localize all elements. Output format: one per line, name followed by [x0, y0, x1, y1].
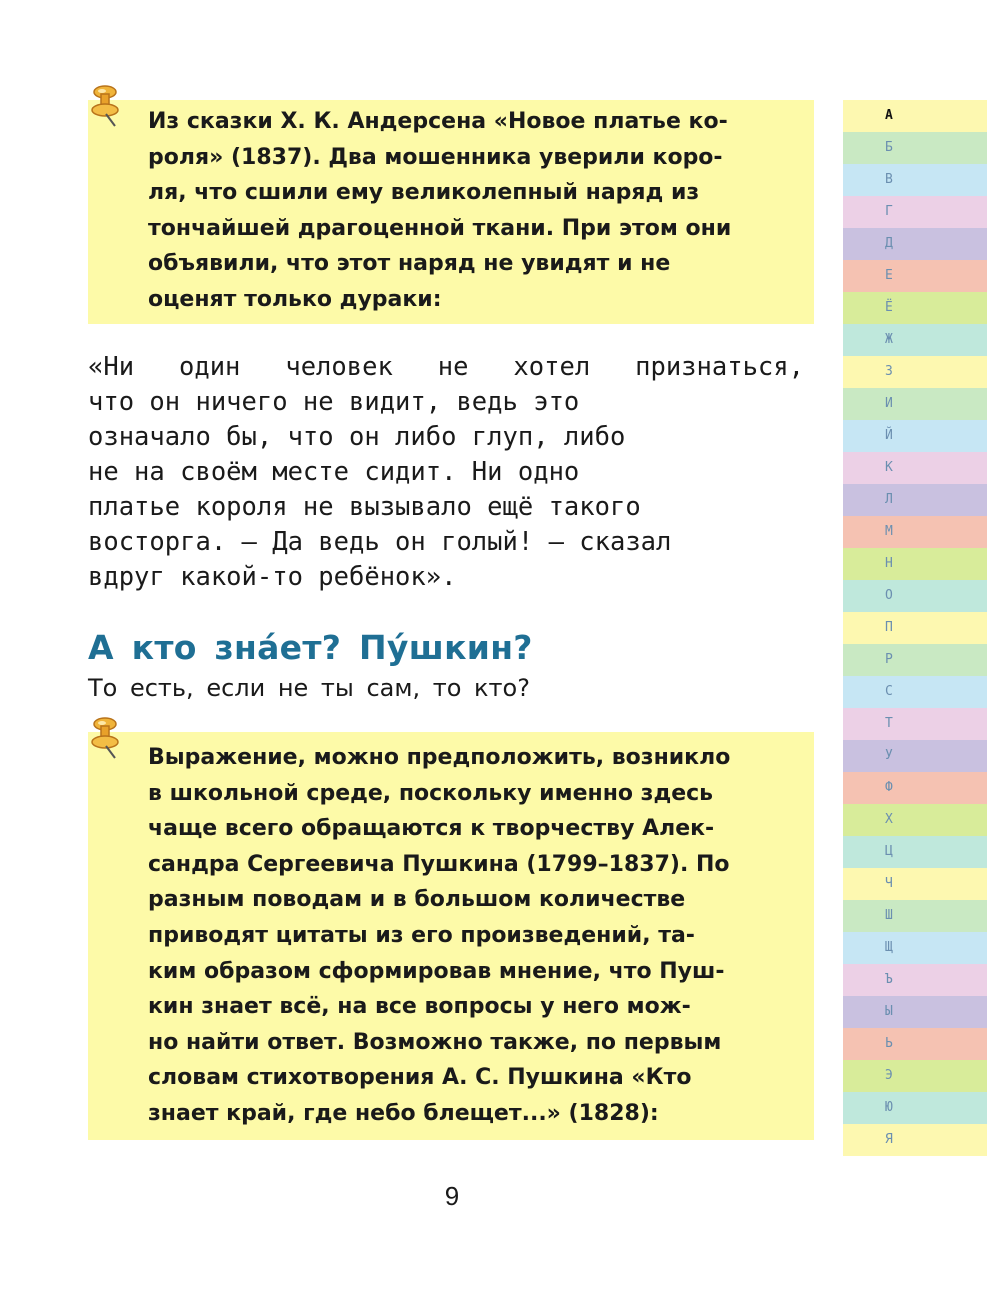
quote-line: восторга. — Да ведь он голый! — сказал	[88, 527, 672, 557]
alphabet-tab-18[interactable]: Р	[843, 644, 987, 676]
alphabet-tab-4[interactable]: Г	[843, 196, 987, 228]
note-line: в школьной среде, поскольку именно здесь	[148, 780, 714, 806]
alphabet-tab-9[interactable]: З	[843, 356, 987, 388]
alphabet-tab-3[interactable]: В	[843, 164, 987, 196]
section-subheading: То есть, если не ты сам, то кто?	[88, 674, 530, 702]
note-line: кин знает всё, на все вопросы у него мож-	[148, 994, 691, 1020]
alphabet-tab-21[interactable]: У	[843, 740, 987, 772]
alphabet-tab-28[interactable]: Ъ	[843, 964, 987, 996]
page-number: 9	[444, 1181, 460, 1211]
story-quote	[88, 350, 804, 595]
note-box-andersen	[88, 100, 814, 324]
alphabet-tab-25[interactable]: Ч	[843, 868, 987, 900]
note-line: оценят только дураки:	[148, 286, 442, 312]
note-line: сандра Сергеевича Пушкина (1799–1837). По	[148, 851, 730, 877]
note-line: Выражение, можно предположить, возникло	[148, 745, 731, 770]
note-line: разным поводам и в большом количестве	[148, 887, 686, 913]
note-line: тончайшей драгоценной ткани. При этом они	[148, 215, 732, 241]
pushpin-icon	[91, 716, 125, 762]
alphabet-tab-32[interactable]: Ю	[843, 1092, 987, 1124]
quote-line: не на своём месте сидит. Ни одно	[88, 457, 580, 487]
alphabet-tab-26[interactable]: Ш	[843, 900, 987, 932]
note-text-andersen	[148, 104, 798, 318]
note-line: приводят цитаты из его произведений, та-	[148, 922, 695, 948]
quote-line: «Ни один человек не хотел признаться,	[88, 352, 804, 382]
alphabet-index	[843, 100, 987, 1156]
alphabet-tab-29[interactable]: Ы	[843, 996, 987, 1028]
alphabet-tab-14[interactable]: М	[843, 516, 987, 548]
alphabet-tab-16[interactable]: О	[843, 580, 987, 612]
note-line: знает край, где небо блещет...» (1828):	[148, 1100, 659, 1126]
alphabet-tab-31[interactable]: Э	[843, 1060, 987, 1092]
alphabet-tab-27[interactable]: Щ	[843, 932, 987, 964]
note-line: ля, что сшили ему великолепный наряд из	[148, 180, 700, 206]
note-line: Из сказки Х. К. Андерсена «Новое платье ко-	[148, 109, 728, 134]
alphabet-tab-33[interactable]: Я	[843, 1124, 987, 1156]
alphabet-tab-8[interactable]: Ж	[843, 324, 987, 356]
quote-line: что он ничего не видит, ведь это	[88, 387, 580, 417]
alphabet-tab-24[interactable]: Ц	[843, 836, 987, 868]
note-line: чаще всего обращаются к творчеству Алек-	[148, 816, 715, 842]
section-heading: А кто зна́ет? Пу́шкин?	[88, 628, 533, 667]
note-line: ким образом сформировав мнение, что Пуш-	[148, 958, 725, 984]
alphabet-tab-15[interactable]: Н	[843, 548, 987, 580]
alphabet-tab-20[interactable]: Т	[843, 708, 987, 740]
alphabet-tab-2[interactable]: Б	[843, 132, 987, 164]
quote-line: означало бы, что он либо глуп, либо	[88, 422, 626, 452]
alphabet-tab-12[interactable]: К	[843, 452, 987, 484]
alphabet-tab-19[interactable]: С	[843, 676, 987, 708]
alphabet-tab-7[interactable]: Ё	[843, 292, 987, 324]
note-text-pushkin	[148, 740, 798, 1132]
note-line: но найти ответ. Возможно также, по первым	[148, 1029, 722, 1055]
alphabet-tab-22[interactable]: Ф	[843, 772, 987, 804]
alphabet-tab-5[interactable]: Д	[843, 228, 987, 260]
note-line: словам стихотворения А. С. Пушкина «Кто	[148, 1065, 692, 1091]
alphabet-tab-1[interactable]: А	[843, 100, 987, 132]
alphabet-tab-17[interactable]: П	[843, 612, 987, 644]
note-line: роля» (1837). Два мошенника уверили коро-	[148, 144, 723, 170]
alphabet-tab-13[interactable]: Л	[843, 484, 987, 516]
alphabet-tab-30[interactable]: Ь	[843, 1028, 987, 1060]
alphabet-tab-11[interactable]: Й	[843, 420, 987, 452]
quote-line: вдруг какой-то ребёнок».	[88, 562, 457, 592]
note-box-pushkin	[88, 732, 814, 1140]
alphabet-tab-10[interactable]: И	[843, 388, 987, 420]
alphabet-tab-23[interactable]: Х	[843, 804, 987, 836]
note-line: объявили, что этот наряд не увидят и не	[148, 251, 671, 277]
alphabet-tab-6[interactable]: Е	[843, 260, 987, 292]
pushpin-icon	[91, 84, 125, 130]
quote-line: платье короля не вызывало ещё такого	[88, 492, 641, 522]
